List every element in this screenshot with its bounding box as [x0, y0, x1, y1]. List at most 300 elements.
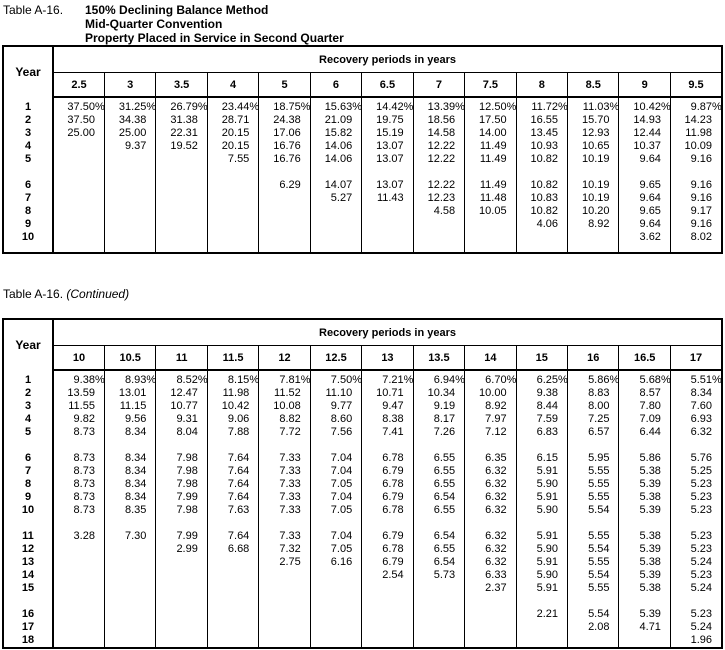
value-cell: 5.38: [619, 556, 670, 569]
value-cell: 8.83: [568, 387, 619, 400]
year-header: Year: [3, 46, 53, 97]
value-cell: 15.70: [568, 114, 619, 127]
value-cell: [207, 192, 258, 205]
value-cell: 5.23: [670, 530, 722, 543]
value-cell: 10.71: [362, 387, 413, 400]
table-row: [3, 179, 722, 192]
value-cell: [259, 608, 310, 621]
value-cell: [104, 556, 155, 569]
value-cell: 9.16: [670, 218, 722, 231]
value-cell: 6.29: [259, 179, 310, 192]
table-row: [3, 452, 722, 465]
value-cell: 19.52: [156, 140, 207, 153]
value-cell: 10.09: [670, 140, 722, 153]
table1-title: [85, 3, 344, 45]
value-cell: 7.09: [619, 413, 670, 426]
value-cell: [259, 231, 310, 244]
value-cell: 12.22: [413, 179, 464, 192]
value-cell: [413, 634, 464, 648]
value-cell: [310, 634, 361, 648]
value-cell: [104, 621, 155, 634]
value-cell: [53, 569, 104, 582]
spacer-row: [3, 166, 722, 179]
year-cell: 8: [3, 478, 53, 491]
percent-sign: %: [403, 374, 414, 386]
value-cell: [207, 582, 258, 595]
value-cell: 5.91: [516, 465, 567, 478]
table-row: [3, 231, 722, 244]
col-header: 14: [465, 346, 516, 371]
value-cell: 12.93: [568, 127, 619, 140]
value-cell: 5.25: [670, 465, 722, 478]
value-cell: [310, 218, 361, 231]
value-cell: 6.55: [413, 452, 464, 465]
value-cell: 10.19: [568, 192, 619, 205]
value-cell: [362, 582, 413, 595]
value-cell: 7.32: [259, 543, 310, 556]
value-cell: 14.93: [619, 114, 670, 127]
value-cell: 8.73: [53, 478, 104, 491]
table-row: [3, 504, 722, 517]
value-cell: 12.44: [619, 127, 670, 140]
percent-sign: %: [249, 374, 260, 386]
year-cell: 18: [3, 634, 53, 648]
value-cell: [465, 634, 516, 648]
value-cell: 31.25%: [104, 101, 155, 114]
value-cell: 5.68%: [619, 374, 670, 387]
value-cell: 9.64: [619, 192, 670, 205]
value-cell: [568, 231, 619, 244]
value-cell: 5.23: [670, 543, 722, 556]
year-cell: 7: [3, 465, 53, 478]
year-cell: 3: [3, 127, 53, 140]
value-cell: 5.55: [568, 465, 619, 478]
year-cell: 9: [3, 218, 53, 231]
value-cell: 9.31: [156, 413, 207, 426]
value-cell: 7.60: [670, 400, 722, 413]
value-cell: 7.41: [362, 426, 413, 439]
table-row: [3, 621, 722, 634]
value-cell: 5.38: [619, 530, 670, 543]
value-cell: 14.58: [413, 127, 464, 140]
value-cell: 5.27: [310, 192, 361, 205]
value-cell: [259, 569, 310, 582]
value-cell: 5.91: [516, 491, 567, 504]
value-cell: 8.02: [670, 231, 722, 244]
value-cell: 15.82: [310, 127, 361, 140]
value-cell: 5.90: [516, 478, 567, 491]
value-cell: 2.54: [362, 569, 413, 582]
value-cell: [53, 608, 104, 621]
value-cell: 7.98: [156, 478, 207, 491]
value-cell: 5.39: [619, 543, 670, 556]
value-cell: 10.19: [568, 179, 619, 192]
col-header: 8.5: [568, 73, 619, 98]
percent-sign: %: [506, 374, 517, 386]
value-cell: 12.23: [413, 192, 464, 205]
year-cell: 2: [3, 114, 53, 127]
table-row: [3, 205, 722, 218]
value-cell: [104, 608, 155, 621]
col-header: 9: [619, 73, 670, 98]
group-header-row: [3, 46, 722, 73]
year-cell: 10: [3, 231, 53, 244]
value-cell: 11.49: [465, 140, 516, 153]
value-cell: 10.08: [259, 400, 310, 413]
percent-sign: %: [197, 101, 208, 113]
percent-sign: %: [300, 101, 311, 113]
col-header: 11: [156, 346, 207, 371]
value-cell: 8.92: [568, 218, 619, 231]
value-cell: 6.55: [413, 543, 464, 556]
value-cell: 11.98: [670, 127, 722, 140]
value-cell: 12.22: [413, 153, 464, 166]
value-cell: 13.07: [362, 179, 413, 192]
recovery-periods-header: Recovery periods in years: [53, 319, 722, 346]
value-cell: 5.55: [568, 491, 619, 504]
value-cell: 6.25%: [516, 374, 567, 387]
value-cell: 7.81%: [259, 374, 310, 387]
value-cell: 7.04: [310, 491, 361, 504]
value-cell: 10.20: [568, 205, 619, 218]
table-row: [3, 192, 722, 205]
value-cell: 9.17: [670, 205, 722, 218]
value-cell: 5.38: [619, 491, 670, 504]
value-cell: 6.83: [516, 426, 567, 439]
table-row: [3, 413, 722, 426]
value-cell: 6.54: [413, 491, 464, 504]
value-cell: 11.49: [465, 153, 516, 166]
table-row: [3, 127, 722, 140]
value-cell: 6.32: [465, 478, 516, 491]
value-cell: 10.42%: [619, 101, 670, 114]
value-cell: [156, 192, 207, 205]
percent-sign: %: [146, 101, 157, 113]
value-cell: 11.43: [362, 192, 413, 205]
year-cell: 6: [3, 452, 53, 465]
table-row: [3, 387, 722, 400]
value-cell: 16.55: [516, 114, 567, 127]
value-cell: [465, 218, 516, 231]
value-cell: 10.83: [516, 192, 567, 205]
document-page: [0, 3, 725, 650]
value-cell: [207, 621, 258, 634]
value-cell: 2.08: [568, 621, 619, 634]
value-cell: [156, 179, 207, 192]
value-cell: 6.54: [413, 556, 464, 569]
table-row: [3, 101, 722, 114]
value-cell: 6.57: [568, 426, 619, 439]
value-cell: 23.44%: [207, 101, 258, 114]
col-header: 17: [670, 346, 722, 371]
value-cell: 8.92: [465, 400, 516, 413]
col-header: 16.5: [619, 346, 670, 371]
value-cell: 10.82: [516, 153, 567, 166]
year-cell: 8: [3, 205, 53, 218]
col-header: 2.5: [53, 73, 104, 98]
value-cell: 5.86%: [568, 374, 619, 387]
col-header: 5: [259, 73, 310, 98]
value-cell: 8.73: [53, 426, 104, 439]
year-cell: 10: [3, 504, 53, 517]
value-cell: 5.86: [619, 452, 670, 465]
value-cell: 11.72%: [516, 101, 567, 114]
value-cell: [104, 192, 155, 205]
value-cell: 6.32: [670, 426, 722, 439]
value-cell: [310, 569, 361, 582]
value-cell: 8.73: [53, 491, 104, 504]
spacer-row: [3, 244, 722, 253]
value-cell: 5.23: [670, 569, 722, 582]
col-header: 6: [310, 73, 361, 98]
col-header: 3: [104, 73, 155, 98]
value-cell: 10.37: [619, 140, 670, 153]
value-cell: 25.00: [53, 127, 104, 140]
spacer-row: [3, 517, 722, 530]
value-cell: 5.90: [516, 569, 567, 582]
year-cell: 11: [3, 530, 53, 543]
value-cell: 6.78: [362, 543, 413, 556]
col-header: 4: [207, 73, 258, 98]
table-row: [3, 153, 722, 166]
value-cell: 24.38: [259, 114, 310, 127]
value-cell: 6.35: [465, 452, 516, 465]
value-cell: 5.55: [568, 530, 619, 543]
value-cell: [465, 608, 516, 621]
percent-sign: %: [352, 101, 362, 113]
value-cell: 6.44: [619, 426, 670, 439]
spacer-row: [3, 595, 722, 608]
value-cell: 8.34: [670, 387, 722, 400]
value-cell: 7.64: [207, 491, 258, 504]
col-header: 10: [53, 346, 104, 371]
value-cell: 7.33: [259, 530, 310, 543]
value-cell: 11.48: [465, 192, 516, 205]
value-cell: 5.24: [670, 582, 722, 595]
value-cell: [413, 582, 464, 595]
value-cell: [156, 153, 207, 166]
value-cell: 5.91: [516, 530, 567, 543]
value-cell: 10.34: [413, 387, 464, 400]
value-cell: 7.05: [310, 478, 361, 491]
table-row: [3, 465, 722, 478]
value-cell: 7.55: [207, 153, 258, 166]
value-cell: 13.07: [362, 153, 413, 166]
column-header-row: [3, 73, 722, 98]
value-cell: [310, 621, 361, 634]
value-cell: 9.16: [670, 153, 722, 166]
percent-sign: %: [352, 374, 362, 386]
value-cell: 6.68: [207, 543, 258, 556]
percent-sign: %: [197, 374, 208, 386]
value-cell: 5.54: [568, 504, 619, 517]
value-cell: [207, 569, 258, 582]
value-cell: 11.52: [259, 387, 310, 400]
value-cell: 6.79: [362, 530, 413, 543]
col-header: 16: [568, 346, 619, 371]
value-cell: 6.79: [362, 491, 413, 504]
value-cell: 4.06: [516, 218, 567, 231]
year-cell: 4: [3, 140, 53, 153]
value-cell: 10.65: [568, 140, 619, 153]
value-cell: [53, 218, 104, 231]
col-header: 10.5: [104, 346, 155, 371]
value-cell: 5.38: [619, 465, 670, 478]
value-cell: 9.38: [516, 387, 567, 400]
value-cell: 7.99: [156, 530, 207, 543]
table-row: [3, 426, 722, 439]
value-cell: 14.23: [670, 114, 722, 127]
value-cell: [53, 192, 104, 205]
value-cell: 6.32: [465, 543, 516, 556]
percent-sign: %: [712, 374, 722, 386]
value-cell: [104, 231, 155, 244]
value-cell: 6.93: [670, 413, 722, 426]
value-cell: 17.06: [259, 127, 310, 140]
value-cell: 16.76: [259, 153, 310, 166]
value-cell: [156, 582, 207, 595]
value-cell: 5.90: [516, 543, 567, 556]
value-cell: 18.56: [413, 114, 464, 127]
value-cell: 8.60: [310, 413, 361, 426]
value-cell: [413, 621, 464, 634]
value-cell: [104, 569, 155, 582]
value-cell: [207, 634, 258, 648]
value-cell: 13.07: [362, 140, 413, 153]
value-cell: 8.73: [53, 452, 104, 465]
value-cell: [259, 621, 310, 634]
percent-sign: %: [558, 374, 568, 386]
percent-sign: %: [94, 101, 105, 113]
value-cell: [53, 543, 104, 556]
value-cell: [310, 608, 361, 621]
year-cell: 13: [3, 556, 53, 569]
value-cell: 4.58: [413, 205, 464, 218]
value-cell: 19.75: [362, 114, 413, 127]
year-cell: 5: [3, 153, 53, 166]
value-cell: [310, 205, 361, 218]
value-cell: 6.78: [362, 452, 413, 465]
percent-sign: %: [506, 101, 517, 113]
value-cell: 6.32: [465, 465, 516, 478]
table1-label: Table A-16.: [3, 3, 64, 17]
value-cell: 8.17: [413, 413, 464, 426]
value-cell: 7.50%: [310, 374, 361, 387]
value-cell: 5.39: [619, 569, 670, 582]
value-cell: 9.38%: [53, 374, 104, 387]
table-row: [3, 556, 722, 569]
value-cell: 11.98: [207, 387, 258, 400]
value-cell: 5.39: [619, 608, 670, 621]
value-cell: 6.79: [362, 556, 413, 569]
value-cell: 7.99: [156, 491, 207, 504]
value-cell: 20.15: [207, 127, 258, 140]
year-cell: 5: [3, 426, 53, 439]
year-header: Year: [3, 319, 53, 370]
col-header: 7.5: [465, 73, 516, 98]
percent-sign: %: [403, 101, 414, 113]
percent-sign: %: [455, 101, 465, 113]
table-row: [3, 374, 722, 387]
value-cell: 17.50: [465, 114, 516, 127]
year-cell: 9: [3, 491, 53, 504]
value-cell: 8.04: [156, 426, 207, 439]
year-cell: 14: [3, 569, 53, 582]
value-cell: 8.34: [104, 452, 155, 465]
value-cell: 5.90: [516, 504, 567, 517]
col-header: 13.5: [413, 346, 464, 371]
table-row: [3, 114, 722, 127]
percent-sign: %: [94, 374, 105, 386]
value-cell: 7.33: [259, 452, 310, 465]
value-cell: 2.99: [156, 543, 207, 556]
depreciation-table-2: [2, 318, 723, 649]
table-row: [3, 218, 722, 231]
value-cell: 7.64: [207, 530, 258, 543]
value-cell: 1.96: [670, 634, 722, 648]
value-cell: 9.19: [413, 400, 464, 413]
value-cell: 9.64: [619, 153, 670, 166]
value-cell: 5.39: [619, 504, 670, 517]
value-cell: 7.26: [413, 426, 464, 439]
value-cell: [104, 153, 155, 166]
value-cell: [156, 205, 207, 218]
col-header: 13: [362, 346, 413, 371]
value-cell: 6.55: [413, 478, 464, 491]
value-cell: [207, 218, 258, 231]
value-cell: 7.12: [465, 426, 516, 439]
value-cell: 5.91: [516, 582, 567, 595]
percent-sign: %: [300, 374, 311, 386]
value-cell: [156, 556, 207, 569]
value-cell: 10.42: [207, 400, 258, 413]
value-cell: [156, 218, 207, 231]
value-cell: [104, 634, 155, 648]
value-cell: 8.82: [259, 413, 310, 426]
value-cell: 6.54: [413, 530, 464, 543]
value-cell: 7.33: [259, 504, 310, 517]
year-cell: 16: [3, 608, 53, 621]
value-cell: 7.21%: [362, 374, 413, 387]
col-header: 6.5: [362, 73, 413, 98]
year-cell: 4: [3, 413, 53, 426]
value-cell: [53, 634, 104, 648]
value-cell: 5.39: [619, 478, 670, 491]
col-header: 11.5: [207, 346, 258, 371]
value-cell: 8.34: [104, 491, 155, 504]
table-row: [3, 530, 722, 543]
value-cell: 8.00: [568, 400, 619, 413]
value-cell: [413, 218, 464, 231]
value-cell: 3.62: [619, 231, 670, 244]
value-cell: 5.54: [568, 543, 619, 556]
value-cell: 6.94%: [413, 374, 464, 387]
table2-continued-label: (Continued): [66, 287, 130, 301]
value-cell: [362, 218, 413, 231]
value-cell: 6.32: [465, 556, 516, 569]
value-cell: [310, 231, 361, 244]
value-cell: 2.21: [516, 608, 567, 621]
value-cell: 11.03%: [568, 101, 619, 114]
value-cell: 10.82: [516, 205, 567, 218]
value-cell: 10.93: [516, 140, 567, 153]
group-header-row: [3, 319, 722, 346]
value-cell: 2.75: [259, 556, 310, 569]
value-cell: 7.80: [619, 400, 670, 413]
value-cell: [310, 582, 361, 595]
value-cell: 10.77: [156, 400, 207, 413]
value-cell: 8.73: [53, 504, 104, 517]
